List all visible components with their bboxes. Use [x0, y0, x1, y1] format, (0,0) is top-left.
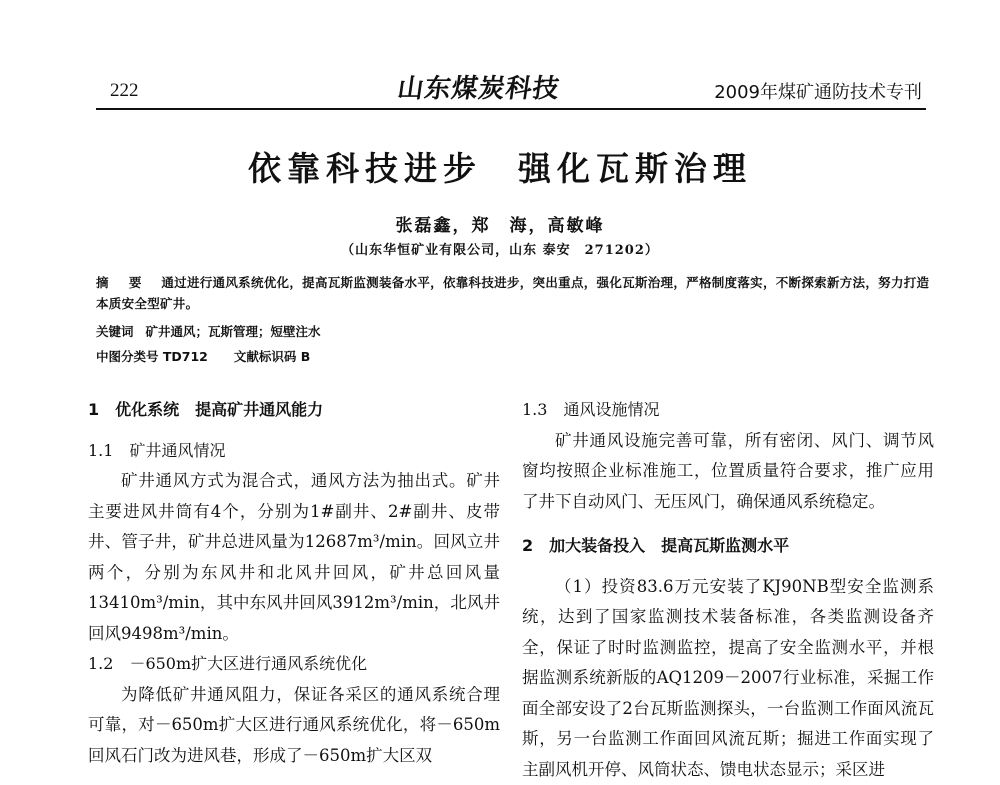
- section-1-3-heading: 1.3 通风设施情况: [522, 395, 934, 426]
- clc-label: 中图分类号: [96, 349, 159, 364]
- keywords-label: 关键词: [96, 324, 134, 339]
- article-title: [0, 143, 1000, 190]
- classification: [96, 347, 310, 365]
- page-number: 222: [110, 80, 139, 102]
- section-1-heading: 1 优化系统 提高矿井通风能力: [88, 395, 500, 426]
- header-rule: [96, 108, 926, 110]
- authors: 张磊鑫，郑 海，高敏峰: [0, 211, 1000, 236]
- abstract-text: 通过进行通风系统优化，提高瓦斯监测装备水平，依靠科技进步，突出重点，强化瓦斯治理，严格制度落实，不断探索新方法，努力打造本质安全型矿井。: [96, 275, 929, 311]
- abstract-label: 摘 要: [96, 275, 149, 290]
- doc-code-value: B: [301, 349, 311, 364]
- abstract: [96, 272, 934, 314]
- journal-name: 山东煤炭科技: [395, 68, 562, 105]
- section-1-1-paragraph: 矿井通风方式为混合式，通风方法为抽出式。矿井主要进风井筒有4个，分别为1#副井、2#副井、皮带井、管子井，矿井总进风量为12687m³/min。回风立井两个，分别为东风井和北风井回风，矿井总回风量13410m³/min，其中东风井回风3912m³/min，北风井回风9498m³/min。: [88, 466, 500, 649]
- section-1-2-paragraph: 为降低矿井通风阻力，保证各采区的通风系统合理可靠，对－650m扩大区进行通风系统优化，将－650m回风石门改为进风巷，形成了－650m扩大区双: [88, 680, 500, 772]
- right-column: [522, 395, 934, 785]
- title-part-2: 强化瓦斯治理: [518, 149, 752, 188]
- section-1-3-paragraph: 矿井通风设施完善可靠，所有密闭、风门、调节风窗均按照企业标准施工，位置质量符合要求，推广应用了井下自动风门、无压风门，确保通风系统稳定。: [522, 426, 934, 518]
- doc-code-label: 文献标识码: [234, 349, 297, 364]
- section-2-paragraph: （1）投资83.6万元安装了KJ90NB型安全监测系统，达到了国家监测技术装备标准，各类监测设备齐全，保证了时时监测监控，提高了安全监测水平，并根据监测系统新版的AQ1209－2007行业标准，采掘工作面全部安设了2台瓦斯监测探头，一台监测工作面风流瓦斯，另一台监测工作面回风流瓦斯；掘进工作面实现了主副风机开停、风筒状态、馈电状态显示；采区进: [522, 572, 934, 785]
- left-column: [88, 395, 500, 771]
- section-1-2-heading: 1.2 －650m扩大区进行通风系统优化: [88, 649, 500, 680]
- keywords: [96, 322, 321, 340]
- affiliation: （山东华恒矿业有限公司，山东 泰安 271202）: [0, 239, 1000, 258]
- keywords-text: 矿井通风；瓦斯管理；短壁注水: [146, 324, 321, 339]
- section-1-1-heading: 1.1 矿井通风情况: [88, 436, 500, 467]
- clc-value: TD712: [163, 349, 208, 364]
- title-part-1: 依靠科技进步: [248, 149, 482, 188]
- issue-label: 2009年煤矿通防技术专刊: [714, 78, 922, 104]
- section-2-heading: 2 加大装备投入 提高瓦斯监测水平: [522, 531, 934, 562]
